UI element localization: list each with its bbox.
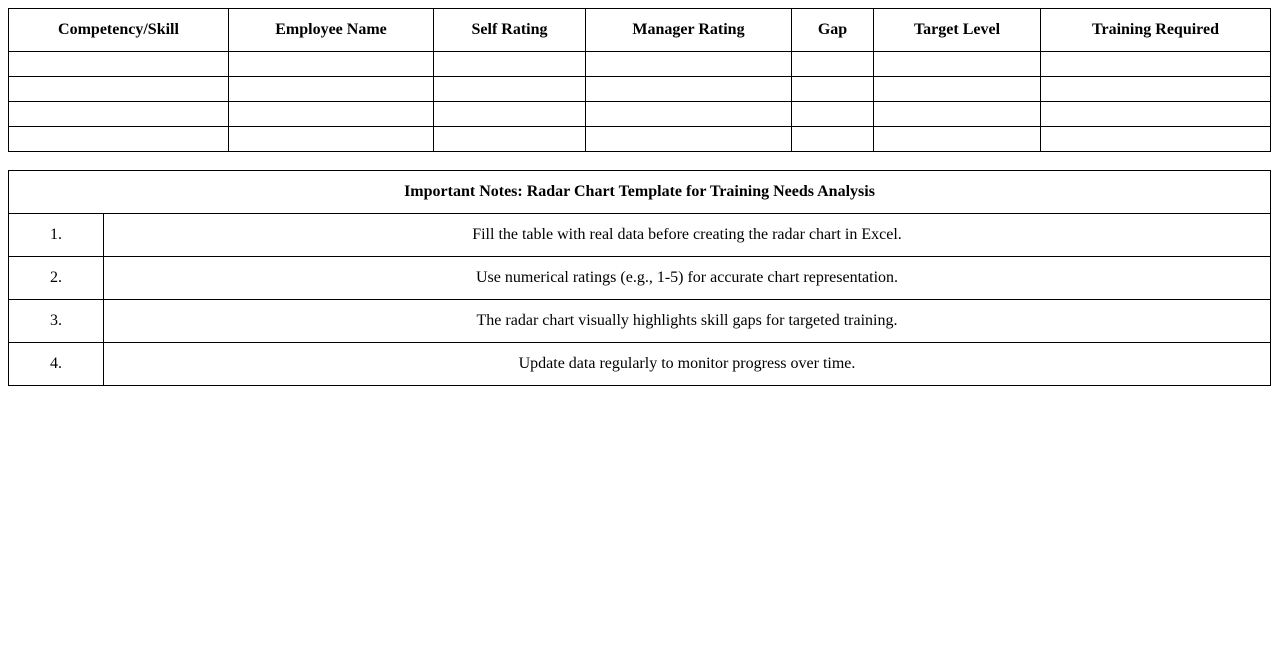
note-text: Use numerical ratings (e.g., 1-5) for accurate chart representation.: [104, 257, 1271, 300]
table-cell[interactable]: [586, 102, 792, 127]
note-text: Update data regularly to monitor progress over time.: [104, 343, 1271, 386]
table-cell[interactable]: [9, 127, 229, 152]
table-cell[interactable]: [586, 127, 792, 152]
table-cell[interactable]: [434, 52, 586, 77]
table-row: [9, 127, 1271, 152]
table-cell[interactable]: [792, 77, 874, 102]
header-gap: Gap: [792, 9, 874, 52]
table-cell[interactable]: [434, 102, 586, 127]
note-row: [9, 257, 1271, 300]
header-competency-skill: Competency/Skill: [9, 9, 229, 52]
table-row: [9, 52, 1271, 77]
table-cell[interactable]: [1041, 52, 1271, 77]
table-cell[interactable]: [1041, 102, 1271, 127]
table-cell[interactable]: [9, 102, 229, 127]
note-number: 3.: [9, 300, 104, 343]
table-cell[interactable]: [229, 127, 434, 152]
note-number: 4.: [9, 343, 104, 386]
table-cell[interactable]: [792, 52, 874, 77]
table-row: [9, 102, 1271, 127]
note-text: The radar chart visually highlights skill gaps for targeted training.: [104, 300, 1271, 343]
notes-header-row: [9, 171, 1271, 214]
table-cell[interactable]: [229, 102, 434, 127]
table-cell[interactable]: [229, 52, 434, 77]
note-row: [9, 343, 1271, 386]
table-cell[interactable]: [874, 102, 1041, 127]
table-cell[interactable]: [229, 77, 434, 102]
table-cell[interactable]: [792, 127, 874, 152]
note-row: [9, 300, 1271, 343]
table-cell[interactable]: [1041, 127, 1271, 152]
table-cell[interactable]: [434, 127, 586, 152]
table-cell[interactable]: [9, 52, 229, 77]
skills-table: [8, 8, 1271, 152]
table-cell[interactable]: [434, 77, 586, 102]
table-cell[interactable]: [9, 77, 229, 102]
table-cell[interactable]: [586, 77, 792, 102]
note-number: 1.: [9, 214, 104, 257]
note-row: [9, 214, 1271, 257]
table-cell[interactable]: [1041, 77, 1271, 102]
header-employee-name: Employee Name: [229, 9, 434, 52]
table-cell[interactable]: [874, 52, 1041, 77]
header-training-required: Training Required: [1041, 9, 1271, 52]
notes-title: Important Notes: Radar Chart Template for Training Needs Analysis: [9, 171, 1271, 214]
header-target-level: Target Level: [874, 9, 1041, 52]
table-cell[interactable]: [586, 52, 792, 77]
table-cell[interactable]: [792, 102, 874, 127]
note-number: 2.: [9, 257, 104, 300]
table-cell[interactable]: [874, 127, 1041, 152]
notes-table: [8, 170, 1271, 386]
header-self-rating: Self Rating: [434, 9, 586, 52]
table-cell[interactable]: [874, 77, 1041, 102]
note-text: Fill the table with real data before creating the radar chart in Excel.: [104, 214, 1271, 257]
header-manager-rating: Manager Rating: [586, 9, 792, 52]
table-header-row: [9, 9, 1271, 52]
table-row: [9, 77, 1271, 102]
